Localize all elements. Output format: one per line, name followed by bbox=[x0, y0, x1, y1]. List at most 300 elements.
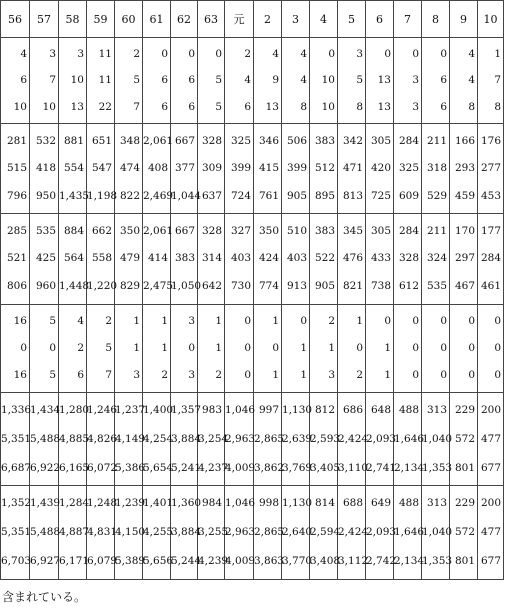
cell-value: 572 bbox=[454, 526, 475, 539]
cell-value: 328 bbox=[201, 134, 222, 147]
cell-value: 3 bbox=[328, 369, 335, 382]
cell-value: 1 bbox=[133, 314, 140, 327]
table-cell bbox=[30, 486, 59, 580]
cell-value: 2 bbox=[215, 369, 222, 382]
cell-value: 5 bbox=[49, 314, 56, 327]
cell-value: 2 bbox=[133, 48, 140, 61]
cell-value: 3,112 bbox=[338, 555, 369, 568]
cell-value: 950 bbox=[35, 189, 56, 202]
table-cell bbox=[225, 393, 254, 486]
table-cell bbox=[59, 393, 90, 486]
column-header: 57 bbox=[30, 1, 59, 38]
cell-value: 5,488 bbox=[30, 526, 61, 539]
cell-value: 0 bbox=[412, 48, 419, 61]
cell-value: 1,353 bbox=[422, 555, 453, 568]
column-header: 56 bbox=[1, 1, 30, 38]
table-cell bbox=[1, 38, 30, 124]
cell-value: 5,656 bbox=[143, 555, 174, 568]
table-cell bbox=[171, 213, 202, 304]
table-cell bbox=[254, 213, 282, 304]
cell-value: 420 bbox=[370, 162, 391, 175]
cell-value: 11 bbox=[98, 74, 112, 87]
table-cell bbox=[59, 304, 87, 393]
cell-value: 801 bbox=[454, 555, 475, 568]
table-cell bbox=[366, 124, 394, 214]
cell-value: 0 bbox=[384, 314, 391, 327]
cell-value: 662 bbox=[91, 224, 112, 237]
cell-value: 651 bbox=[91, 134, 112, 147]
cell-value: 1,046 bbox=[225, 404, 256, 417]
cell-value: 166 bbox=[454, 134, 475, 147]
column-header: 2 bbox=[254, 1, 282, 38]
table-cell bbox=[282, 486, 313, 580]
cell-value: 453 bbox=[480, 189, 501, 202]
cell-value: 796 bbox=[6, 189, 27, 202]
table-row bbox=[1, 486, 504, 580]
cell-value: 7 bbox=[49, 74, 56, 87]
table-cell bbox=[198, 38, 225, 124]
column-header: 5 bbox=[338, 1, 366, 38]
table-cell bbox=[1, 124, 30, 214]
cell-value: 4,149 bbox=[115, 433, 146, 445]
cell-value: 5,351 bbox=[1, 433, 32, 445]
cell-value: 305 bbox=[370, 134, 391, 147]
cell-value: 2,594 bbox=[310, 526, 341, 539]
table-cell bbox=[310, 38, 338, 124]
cell-value: 1,448 bbox=[59, 280, 90, 293]
cell-value: 725 bbox=[370, 189, 391, 202]
cell-value: 5,654 bbox=[143, 461, 174, 474]
cell-value: 0 bbox=[188, 48, 195, 61]
cell-value: 2,865 bbox=[254, 433, 285, 445]
cell-value: 895 bbox=[314, 189, 335, 202]
cell-value: 342 bbox=[342, 134, 363, 147]
table-cell bbox=[171, 486, 202, 580]
table-cell bbox=[143, 38, 171, 124]
cell-value: 177 bbox=[480, 224, 501, 237]
table-cell bbox=[478, 486, 504, 580]
table-cell bbox=[366, 304, 394, 393]
table-cell bbox=[115, 393, 146, 486]
cell-value: 1 bbox=[133, 342, 140, 355]
cell-value: 4,887 bbox=[59, 526, 90, 539]
table-cell bbox=[1, 304, 30, 393]
table-cell bbox=[198, 304, 225, 393]
table-cell bbox=[87, 124, 118, 214]
cell-value: 467 bbox=[454, 280, 475, 293]
cell-value: 1 bbox=[300, 369, 307, 382]
table-cell bbox=[30, 38, 59, 124]
cell-value: 1,046 bbox=[225, 497, 256, 510]
cell-value: 2,134 bbox=[394, 461, 425, 474]
cell-value: 1 bbox=[272, 369, 279, 382]
cell-value: 997 bbox=[258, 404, 279, 417]
cell-value: 305 bbox=[370, 224, 391, 237]
cell-value: 16 bbox=[13, 314, 27, 327]
cell-value: 13 bbox=[265, 100, 279, 113]
cell-value: 477 bbox=[480, 433, 501, 445]
cell-value: 535 bbox=[426, 280, 447, 293]
cell-value: 229 bbox=[454, 404, 475, 417]
table-cell bbox=[338, 124, 366, 214]
table-cell bbox=[310, 124, 338, 214]
table-cell bbox=[394, 213, 422, 304]
table-cell bbox=[143, 304, 171, 393]
cell-value: 13 bbox=[377, 74, 391, 87]
cell-value: 424 bbox=[258, 252, 279, 265]
cell-value: 2,093 bbox=[366, 526, 397, 539]
table-row bbox=[1, 393, 504, 486]
table-cell bbox=[478, 393, 504, 486]
column-header: 元 bbox=[225, 1, 254, 38]
table-cell bbox=[338, 38, 366, 124]
cell-value: 8 bbox=[356, 100, 363, 113]
cell-value: 4,831 bbox=[87, 526, 118, 539]
table-cell bbox=[478, 38, 504, 124]
cell-value: 8 bbox=[468, 100, 475, 113]
cell-value: 2 bbox=[161, 369, 168, 382]
table-cell bbox=[282, 38, 310, 124]
table-cell bbox=[478, 213, 504, 304]
cell-value: 5,488 bbox=[30, 433, 61, 445]
table-cell bbox=[198, 393, 229, 486]
table-cell bbox=[310, 393, 341, 486]
column-header: 60 bbox=[115, 1, 143, 38]
cell-value: 649 bbox=[370, 497, 391, 510]
table-cell bbox=[59, 486, 90, 580]
cell-value: 284 bbox=[398, 224, 419, 237]
table-cell bbox=[394, 304, 422, 393]
cell-value: 2,424 bbox=[338, 433, 369, 445]
table-cell bbox=[450, 486, 478, 580]
table-cell bbox=[338, 486, 369, 580]
cell-value: 0 bbox=[244, 369, 251, 382]
table-cell bbox=[282, 213, 310, 304]
cell-value: 11 bbox=[98, 48, 112, 61]
cell-value: 905 bbox=[286, 189, 307, 202]
column-header: 9 bbox=[450, 1, 478, 38]
cell-value: 350 bbox=[119, 224, 140, 237]
table-cell bbox=[59, 38, 87, 124]
cell-value: 13 bbox=[377, 100, 391, 113]
table-cell bbox=[422, 213, 450, 304]
cell-value: 4,237 bbox=[198, 461, 229, 474]
cell-value: 309 bbox=[201, 162, 222, 175]
table-cell bbox=[394, 38, 422, 124]
table-cell bbox=[87, 38, 115, 124]
cell-value: 2,475 bbox=[143, 280, 174, 293]
cell-value: 10 bbox=[70, 74, 84, 87]
cell-value: 609 bbox=[398, 189, 419, 202]
table-cell bbox=[338, 213, 366, 304]
cell-value: 1,130 bbox=[282, 404, 313, 417]
cell-value: 4,239 bbox=[198, 555, 229, 568]
cell-value: 383 bbox=[314, 224, 335, 237]
cell-value: 0 bbox=[440, 48, 447, 61]
cell-value: 318 bbox=[426, 162, 447, 175]
cell-value: 6 bbox=[440, 74, 447, 87]
column-header: 7 bbox=[394, 1, 422, 38]
cell-value: 7 bbox=[105, 369, 112, 382]
table-row bbox=[1, 213, 504, 304]
cell-value: 5 bbox=[215, 74, 222, 87]
cell-value: 348 bbox=[119, 134, 140, 147]
cell-value: 2 bbox=[244, 48, 251, 61]
cell-value: 801 bbox=[454, 461, 475, 474]
cell-value: 6,927 bbox=[30, 555, 61, 568]
cell-value: 1 bbox=[494, 48, 501, 61]
cell-value: 297 bbox=[454, 252, 475, 265]
table-cell bbox=[143, 486, 174, 580]
cell-value: 1,336 bbox=[1, 404, 32, 417]
table-cell bbox=[115, 38, 143, 124]
table-cell bbox=[87, 486, 118, 580]
cell-value: 328 bbox=[398, 252, 419, 265]
table-cell bbox=[171, 304, 198, 393]
cell-value: 3,110 bbox=[338, 461, 369, 474]
cell-value: 4 bbox=[300, 48, 307, 61]
table-cell bbox=[115, 213, 143, 304]
cell-value: 0 bbox=[384, 48, 391, 61]
cell-value: 1,246 bbox=[87, 404, 118, 417]
cell-value: 0 bbox=[494, 342, 501, 355]
cell-value: 414 bbox=[147, 252, 168, 265]
cell-value: 522 bbox=[314, 252, 335, 265]
cell-value: 0 bbox=[188, 342, 195, 355]
cell-value: 2,061 bbox=[143, 134, 174, 147]
table-cell bbox=[59, 124, 90, 214]
cell-value: 1,050 bbox=[171, 280, 202, 293]
table-cell bbox=[115, 124, 143, 214]
cell-value: 399 bbox=[230, 162, 251, 175]
cell-value: 983 bbox=[201, 404, 222, 417]
table-cell bbox=[450, 304, 478, 393]
cell-value: 998 bbox=[258, 497, 279, 510]
table-cell bbox=[422, 124, 450, 214]
cell-value: 0 bbox=[494, 314, 501, 327]
cell-value: 0 bbox=[356, 342, 363, 355]
table-cell bbox=[171, 393, 202, 486]
cell-value: 558 bbox=[91, 252, 112, 265]
table-cell bbox=[394, 393, 425, 486]
header-row bbox=[1, 1, 504, 38]
table-cell bbox=[1, 393, 30, 486]
cell-value: 3 bbox=[77, 48, 84, 61]
table-cell bbox=[59, 213, 90, 304]
cell-value: 1 bbox=[328, 342, 335, 355]
cell-value: 211 bbox=[426, 134, 447, 147]
cell-value: 3 bbox=[49, 48, 56, 61]
table-cell bbox=[87, 304, 115, 393]
cell-value: 1,044 bbox=[171, 189, 202, 202]
cell-value: 3 bbox=[412, 100, 419, 113]
cell-value: 0 bbox=[468, 342, 475, 355]
table-cell bbox=[338, 304, 366, 393]
cell-value: 5 bbox=[215, 100, 222, 113]
cell-value: 677 bbox=[480, 555, 501, 568]
cell-value: 510 bbox=[286, 224, 307, 237]
cell-value: 1,401 bbox=[143, 497, 174, 510]
table-cell bbox=[366, 213, 394, 304]
cell-value: 403 bbox=[286, 252, 307, 265]
cell-value: 5,244 bbox=[171, 555, 202, 568]
cell-value: 1 bbox=[300, 342, 307, 355]
cell-value: 4,255 bbox=[143, 526, 174, 539]
table-cell bbox=[143, 393, 174, 486]
table-cell bbox=[450, 124, 478, 214]
cell-value: 0 bbox=[468, 314, 475, 327]
cell-value: 881 bbox=[63, 134, 84, 147]
cell-value: 905 bbox=[314, 280, 335, 293]
cell-value: 6 bbox=[161, 74, 168, 87]
table-cell bbox=[198, 486, 229, 580]
cell-value: 1,353 bbox=[422, 461, 453, 474]
cell-value: 3,884 bbox=[171, 526, 202, 539]
cell-value: 4 bbox=[468, 48, 475, 61]
cell-value: 327 bbox=[230, 224, 251, 237]
cell-value: 884 bbox=[63, 224, 84, 237]
cell-value: 6 bbox=[20, 74, 27, 87]
cell-value: 474 bbox=[119, 162, 140, 175]
table-cell bbox=[30, 393, 59, 486]
cell-value: 667 bbox=[174, 134, 195, 147]
cell-value: 2,741 bbox=[366, 461, 397, 474]
cell-value: 6,171 bbox=[59, 555, 90, 568]
cell-value: 1,646 bbox=[394, 433, 425, 445]
cell-value: 1 bbox=[161, 314, 168, 327]
cell-value: 3 bbox=[412, 74, 419, 87]
cell-value: 535 bbox=[35, 224, 56, 237]
column-header: 63 bbox=[198, 1, 225, 38]
cell-value: 4 bbox=[77, 314, 84, 327]
cell-value: 648 bbox=[370, 404, 391, 417]
cell-value: 285 bbox=[6, 224, 27, 237]
cell-value: 461 bbox=[480, 280, 501, 293]
cell-value: 5,386 bbox=[115, 461, 146, 474]
table-cell bbox=[225, 213, 254, 304]
cell-value: 2 bbox=[356, 369, 363, 382]
cell-value: 612 bbox=[398, 280, 419, 293]
cell-value: 3 bbox=[133, 369, 140, 382]
table-cell bbox=[478, 124, 504, 214]
cell-value: 2,593 bbox=[310, 433, 341, 445]
cell-value: 0 bbox=[440, 342, 447, 355]
cell-value: 488 bbox=[398, 497, 419, 510]
table-cell bbox=[171, 38, 198, 124]
table-cell bbox=[225, 38, 254, 124]
cell-value: 730 bbox=[230, 280, 251, 293]
cell-value: 8 bbox=[300, 100, 307, 113]
cell-value: 6 bbox=[188, 100, 195, 113]
column-header: 62 bbox=[171, 1, 198, 38]
cell-value: 1,434 bbox=[30, 404, 61, 417]
cell-value: 4,009 bbox=[225, 461, 256, 474]
cell-value: 2,093 bbox=[366, 433, 397, 445]
cell-value: 521 bbox=[6, 252, 27, 265]
table-cell bbox=[338, 393, 369, 486]
cell-value: 4 bbox=[300, 74, 307, 87]
cell-value: 554 bbox=[63, 162, 84, 175]
table-cell bbox=[115, 486, 146, 580]
cell-value: 821 bbox=[342, 280, 363, 293]
cell-value: 677 bbox=[480, 461, 501, 474]
cell-value: 0 bbox=[412, 342, 419, 355]
column-header: 10 bbox=[478, 1, 504, 38]
table-row bbox=[1, 304, 504, 393]
cell-value: 1 bbox=[356, 314, 363, 327]
cell-value: 5 bbox=[49, 369, 56, 382]
cell-value: 6,072 bbox=[87, 461, 118, 474]
cell-value: 3 bbox=[188, 369, 195, 382]
cell-value: 425 bbox=[35, 252, 56, 265]
cell-value: 5 bbox=[356, 74, 363, 87]
cell-value: 2,424 bbox=[338, 526, 369, 539]
cell-value: 761 bbox=[258, 189, 279, 202]
cell-value: 1,239 bbox=[115, 497, 146, 510]
cell-value: 176 bbox=[480, 134, 501, 147]
cell-value: 3,255 bbox=[198, 526, 229, 539]
cell-value: 1 bbox=[161, 342, 168, 355]
cell-value: 6 bbox=[244, 100, 251, 113]
column-header: 3 bbox=[282, 1, 310, 38]
cell-value: 3,770 bbox=[282, 555, 313, 568]
cell-value: 0 bbox=[494, 369, 501, 382]
table-cell bbox=[254, 393, 285, 486]
cell-value: 512 bbox=[314, 162, 335, 175]
table-cell bbox=[422, 393, 453, 486]
cell-value: 229 bbox=[454, 497, 475, 510]
table-cell bbox=[254, 486, 285, 580]
cell-value: 10 bbox=[42, 100, 56, 113]
cell-value: 6,703 bbox=[1, 555, 32, 568]
cell-value: 2,469 bbox=[143, 189, 174, 202]
table-cell bbox=[394, 124, 422, 214]
cell-value: 200 bbox=[480, 404, 501, 417]
cell-value: 6 bbox=[440, 100, 447, 113]
table-cell bbox=[450, 213, 478, 304]
table-cell bbox=[198, 124, 225, 214]
table-cell bbox=[1, 486, 30, 580]
cell-value: 1,357 bbox=[171, 404, 202, 417]
cell-value: 1,646 bbox=[394, 526, 425, 539]
cell-value: 3,863 bbox=[254, 555, 285, 568]
table-cell bbox=[282, 124, 310, 214]
cell-value: 8 bbox=[494, 100, 501, 113]
cell-value: 399 bbox=[286, 162, 307, 175]
cell-value: 415 bbox=[258, 162, 279, 175]
cell-value: 1 bbox=[215, 342, 222, 355]
cell-value: 284 bbox=[398, 134, 419, 147]
table-cell bbox=[422, 38, 450, 124]
cell-value: 774 bbox=[258, 280, 279, 293]
cell-value: 4,885 bbox=[59, 433, 90, 445]
cell-value: 812 bbox=[314, 404, 335, 417]
table-cell bbox=[366, 486, 397, 580]
cell-value: 813 bbox=[342, 189, 363, 202]
cell-value: 4 bbox=[272, 48, 279, 61]
cell-value: 1 bbox=[384, 342, 391, 355]
table-cell bbox=[422, 486, 453, 580]
cell-value: 506 bbox=[286, 134, 307, 147]
cell-value: 1,237 bbox=[115, 404, 146, 417]
cell-value: 6,079 bbox=[87, 555, 118, 568]
column-header: 4 bbox=[310, 1, 338, 38]
column-header: 58 bbox=[59, 1, 87, 38]
cell-value: 433 bbox=[370, 252, 391, 265]
cell-value: 5 bbox=[133, 74, 140, 87]
cell-value: 459 bbox=[454, 189, 475, 202]
cell-value: 281 bbox=[6, 134, 27, 147]
